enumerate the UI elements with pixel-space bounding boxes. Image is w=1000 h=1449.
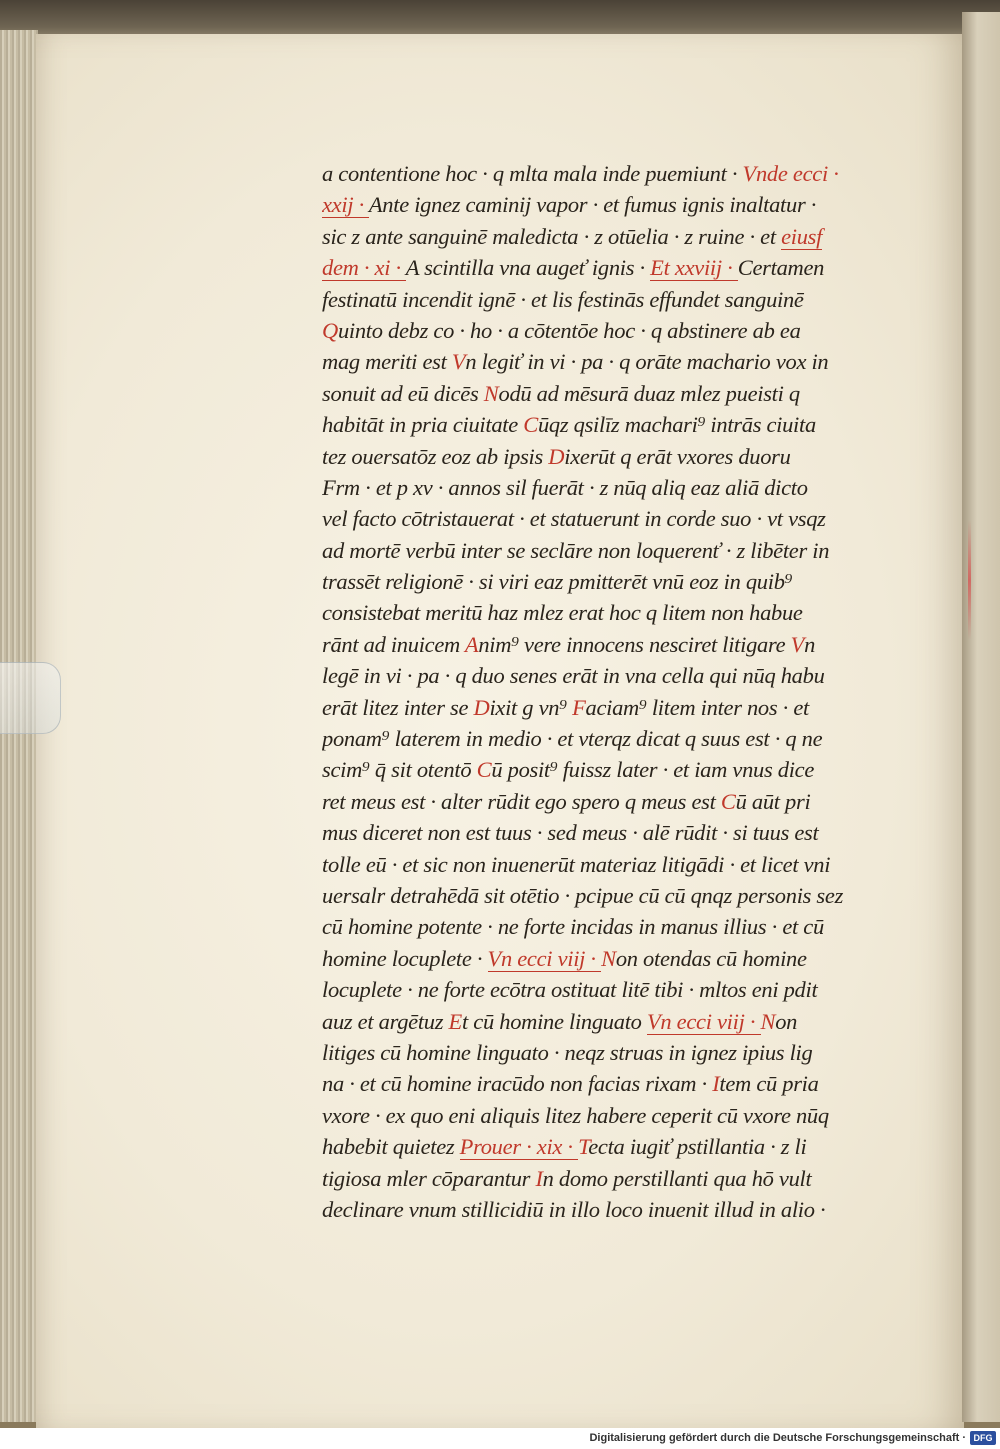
text-line xyxy=(322,472,890,503)
facing-page-edge xyxy=(962,12,1000,1422)
rubric-text: xxij · xyxy=(322,192,369,218)
text-line xyxy=(322,284,890,315)
text-span: a contentione hoc · q mlta mala inde puemiunt · xyxy=(322,161,743,186)
text-span: nim⁹ vere innocens nesciret litigare xyxy=(478,631,791,657)
rubric-text: E xyxy=(448,1008,462,1034)
text-span: tez ouersatōz eoz ab ipsis xyxy=(322,443,549,469)
text-span: tolle eū · et sic non inuenerūt materiaz litigādi · et licet vni xyxy=(322,851,831,877)
rubric-text: Prouer · xix · xyxy=(459,1134,579,1160)
text-span: ū aūt pri xyxy=(735,788,811,814)
text-line xyxy=(322,315,890,346)
text-line xyxy=(322,409,890,440)
rubric-text: N xyxy=(760,1008,776,1034)
rubric-text: F xyxy=(572,694,586,720)
text-line xyxy=(322,597,890,628)
text-line xyxy=(322,1194,890,1225)
text-span: sonuit ad eū dicēs xyxy=(322,380,484,406)
text-line xyxy=(322,660,890,691)
text-span: na · et cū homine iracūdo non facias rixam · xyxy=(322,1071,713,1097)
text-span: ad mortē verbū inter se seclāre non loquerenť · z libēter in xyxy=(322,537,830,563)
rubric-text: C xyxy=(720,788,736,814)
text-span: ixit g vn⁹ xyxy=(489,694,573,720)
dfg-logo: DFG xyxy=(970,1431,996,1445)
text-span: n xyxy=(804,631,816,657)
text-span: cū homine potente · ne forte incidas in manus illius · et cū xyxy=(322,914,824,940)
text-line xyxy=(322,754,890,785)
text-line xyxy=(322,1006,890,1037)
text-line xyxy=(322,189,890,220)
page-clip xyxy=(0,662,61,734)
text-span: habebit quietez xyxy=(322,1134,460,1160)
text-span: tigiosa mler cōparantur xyxy=(322,1165,536,1191)
text-line xyxy=(322,1100,890,1131)
text-line xyxy=(322,817,890,848)
text-line xyxy=(322,1037,890,1068)
text-line xyxy=(322,441,890,472)
text-line xyxy=(322,849,890,880)
text-line xyxy=(322,786,890,817)
text-span: uinto debz co · ho · a cōtentōe hoc · q abstinere ab ea xyxy=(337,317,801,343)
text-line xyxy=(322,723,890,754)
text-span: locuplete · ne forte ecōtra ostituat litē tibi · mltos eni pdit xyxy=(322,977,818,1003)
text-span: on xyxy=(775,1008,798,1034)
text-span: t cū homine linguato xyxy=(462,1008,647,1034)
text-span: n legiť in vi · pa · q orāte machario vox in xyxy=(465,349,829,375)
rubric-text: Vnde ecci · xyxy=(742,161,839,186)
text-span: erāt litez inter se xyxy=(322,694,474,720)
text-line xyxy=(322,974,890,1005)
text-span: ponam⁹ laterem in medio · et vterqz dicat q suus est · q ne xyxy=(322,726,823,752)
text-line xyxy=(322,221,890,252)
rubric-text: Vn ecci viij · xyxy=(487,945,602,971)
text-span: sic z ante sanguinē maledicta · z otūelia · z ruine · et xyxy=(322,223,782,249)
text-span: rānt ad inuicem xyxy=(322,631,465,657)
text-span: litiges cū homine linguato · neqz struas in ignez ipius lig xyxy=(322,1039,813,1065)
rubric-text: C xyxy=(476,757,492,783)
text-span: homine locuplete · xyxy=(322,945,488,971)
text-line xyxy=(322,880,890,911)
text-span: ixerūt q erāt vxores duoru xyxy=(564,443,791,469)
text-span: auz et argētuz xyxy=(322,1008,449,1034)
rubric-text: Q xyxy=(322,317,338,343)
text-span: tem cū pria xyxy=(719,1071,819,1097)
text-span: ecta iugiť pstillantia · z li xyxy=(588,1134,807,1160)
rubric-text: N xyxy=(483,380,499,406)
book-top-edge xyxy=(0,0,1000,38)
text-span: n domo perstillanti qua hō vult xyxy=(542,1165,812,1191)
text-span: legē in vi · pa · q duo senes erāt in vna cella qui nūq habu xyxy=(322,663,825,689)
text-span: habitāt in pria ciuitate xyxy=(322,412,524,438)
text-line xyxy=(322,378,890,409)
text-span: ret meus est · alter rūdit ego spero q meus est xyxy=(322,788,721,814)
text-line xyxy=(322,503,890,534)
rubric-text: N xyxy=(601,945,616,971)
text-span: mus diceret non est tuus · sed meus · alē rūdit · si tuus est xyxy=(322,820,819,846)
rubric-text: I xyxy=(712,1071,720,1097)
text-line xyxy=(322,629,890,660)
text-line xyxy=(322,911,890,942)
text-span: aciam⁹ litem inter nos · et xyxy=(585,694,809,720)
text-span: Certamen xyxy=(737,255,825,281)
rubric-text: V xyxy=(790,631,805,657)
rubric-text: T xyxy=(578,1134,589,1160)
text-span: festinatū incendit ignē · et lis festinās effundet sanguinē xyxy=(322,286,804,312)
text-line xyxy=(322,1131,890,1162)
printed-text-block xyxy=(322,158,890,1225)
text-span: trassēt religionē · si viri eaz pmitterēt vnū eoz in quib⁹ xyxy=(322,569,793,595)
text-span: on otendas cū homine xyxy=(615,945,807,971)
text-line xyxy=(322,1068,890,1099)
text-span: Ante ignez caminij vapor · et fumus ignis inaltatur · xyxy=(368,192,817,218)
text-span: A scintilla vna augeť ignis · xyxy=(405,255,651,281)
rubric-text: A xyxy=(464,631,479,657)
rubric-text: C xyxy=(523,412,538,438)
rubric-text: eiusf xyxy=(781,223,823,249)
text-line xyxy=(322,692,890,723)
text-span: odū ad mēsurā duaz mlez pueisti q xyxy=(498,380,800,406)
text-line xyxy=(322,158,890,189)
text-span: consistebat meritū haz mlez erat hoc q litem non habue xyxy=(322,600,803,626)
text-span: scim⁹ q̄ sit otentō xyxy=(322,757,477,783)
text-line xyxy=(322,346,890,377)
rubric-text: I xyxy=(535,1165,543,1191)
rubric-text: D xyxy=(548,443,565,469)
text-span: ū posit⁹ fuissz later · et iam vnus dice xyxy=(491,757,815,783)
text-span: uersalr detrahēdā sit otētio · pcipue cū cū qnqz personis sez xyxy=(322,882,844,908)
text-span: ūqz qsilīz machari⁹ intrās ciuita xyxy=(537,412,816,438)
red-ink-mark xyxy=(968,520,971,640)
rubric-text: V xyxy=(451,349,466,375)
rubric-text: Vn ecci viij · xyxy=(646,1008,761,1034)
text-line xyxy=(322,252,890,283)
text-span: declinare vnum stillicidiū in illo loco inuenit illud in alio · xyxy=(322,1196,826,1222)
text-span: vel facto cōtristauerat · et statuerunt in corde suo · vt vsqz xyxy=(322,506,826,532)
text-line xyxy=(322,943,890,974)
text-span: Frm · et p xv · annos sil fuerāt · z nūq aliq eaz aliā dicto xyxy=(322,474,808,500)
text-line xyxy=(322,566,890,597)
text-line xyxy=(322,1163,890,1194)
rubric-text: D xyxy=(473,694,490,720)
rubric-text: Et xxviij · xyxy=(650,255,738,281)
rubric-text: dem · xi · xyxy=(322,255,406,281)
text-line xyxy=(322,535,890,566)
text-span: mag meriti est xyxy=(322,349,452,375)
footer-caption: Digitalisierung gefördert durch die Deutsche Forschungsgemeinschaft · xyxy=(589,1432,966,1444)
footer-bar xyxy=(0,1428,1000,1449)
text-span: vxore · ex quo eni aliquis litez habere ceperit cū vxore nūq xyxy=(322,1102,829,1128)
